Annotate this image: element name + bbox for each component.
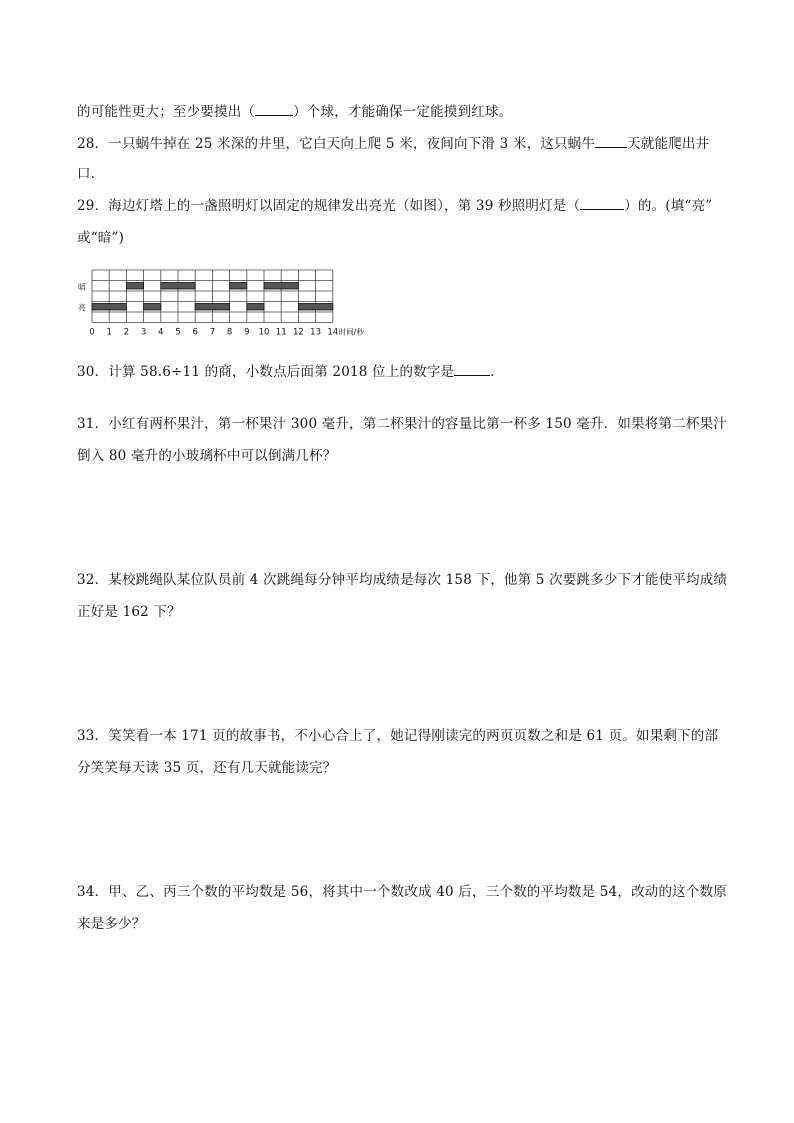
dark-interval-bar <box>126 283 143 290</box>
light-interval-bar <box>247 304 264 311</box>
chart-svg <box>72 265 382 345</box>
x-tick-label: 4 <box>158 327 164 338</box>
x-tick-label: 8 <box>226 327 233 338</box>
x-tick-label: 5 <box>175 327 181 338</box>
question-32-line-2: 正好是 162 下？ <box>77 604 181 620</box>
dark-interval-bar <box>161 283 195 290</box>
x-tick-label: 0 <box>89 327 95 338</box>
light-interval-bar <box>195 304 229 311</box>
question-32-line-1: 32．某校跳绳队某位队员前 4 次跳绳每分钟平均成绩是每次 158 下，他第 5 次要跳多少下才能使平均成绩 <box>77 572 728 588</box>
answer-blank[interactable] <box>454 363 490 376</box>
question-31-line-1: 31．小红有两杯果汁，第一杯果汁 300 毫升，第二杯果汁的容量比第一杯多 150 毫升．如果将第二杯果汁 <box>77 416 727 432</box>
question-31-line-2: 倒入 80 毫升的小玻璃杯中可以倒满几杯？ <box>77 448 337 464</box>
text-segment: ）个球，才能确保一定能摸到红球。 <box>293 104 513 120</box>
answer-blank[interactable] <box>255 103 293 116</box>
dark-interval-bar <box>230 283 247 290</box>
chart-grid <box>92 270 333 323</box>
question-30-line <box>77 362 504 382</box>
x-tick-label: 7 <box>209 327 216 338</box>
light-interval-bar <box>144 304 161 311</box>
x-tick-label: 14 <box>327 327 339 338</box>
x-tick-label: 1 <box>106 327 112 338</box>
question-34-line-1: 34．甲、乙、丙三个数的平均数是 56，将其中一个数改成 40 后，三个数的平均数是 54，改动的这个数原 <box>77 884 727 900</box>
question-33-line-1: 33．笑笑看一本 171 页的故事书，不小心合上了，她记得刚读完的两页页数之和是 61 页。如果剩下的部 <box>77 728 719 744</box>
question-29-line-2: 或“暗”) <box>77 230 125 246</box>
text-segment: ． <box>490 364 504 380</box>
x-tick-label: 6 <box>192 327 198 338</box>
x-tick-label: 9 <box>244 327 250 338</box>
text-segment: 30．计算 58.6÷11 的商，小数点后面第 2018 位上的数字是 <box>77 364 455 380</box>
text-segment: 天就能爬出井 <box>627 136 710 152</box>
question-33-line-2: 分笑笑每天读 35 页，还有几天就能读完？ <box>77 760 337 776</box>
question-28-line-2: 口． <box>77 166 105 182</box>
dark-interval-bar <box>264 283 298 290</box>
x-tick-label: 11 <box>275 327 287 338</box>
lighthouse-light-chart <box>72 265 382 345</box>
row-label-dark: 暗 <box>78 282 86 292</box>
x-tick-label: 3 <box>140 327 147 338</box>
x-tick-label: 12 <box>292 327 304 338</box>
x-tick-label: 2 <box>123 327 130 338</box>
x-tick-label: 10 <box>258 327 270 338</box>
question-34-line-2: 来是多少？ <box>77 916 146 932</box>
text-segment: 的可能性更大；至少要摸出（ <box>77 104 256 120</box>
answer-blank[interactable] <box>580 197 624 210</box>
answer-blank[interactable] <box>595 135 627 148</box>
text-segment: 29．海边灯塔上的一盏照明灯以固定的规律发出亮光（如图），第 39 秒照明灯是（ <box>77 198 581 214</box>
row-label-light: 亮 <box>78 303 86 313</box>
question-29-line-1 <box>77 196 712 216</box>
text-segment: 28．一只蜗牛掉在 25 米深的井里，它白天向上爬 5 米，夜间向下滑 3 米，这只蜗牛 <box>77 136 596 152</box>
question-28-line-1 <box>77 134 709 154</box>
light-interval-bar <box>92 304 126 311</box>
text-line-ball-question <box>77 102 512 122</box>
light-interval-bar <box>298 304 332 311</box>
text-segment: ）的。(填“亮” <box>624 198 713 214</box>
x-tick-label: 13 <box>310 327 322 338</box>
x-axis-unit-label: 时间/秒 <box>338 327 364 337</box>
